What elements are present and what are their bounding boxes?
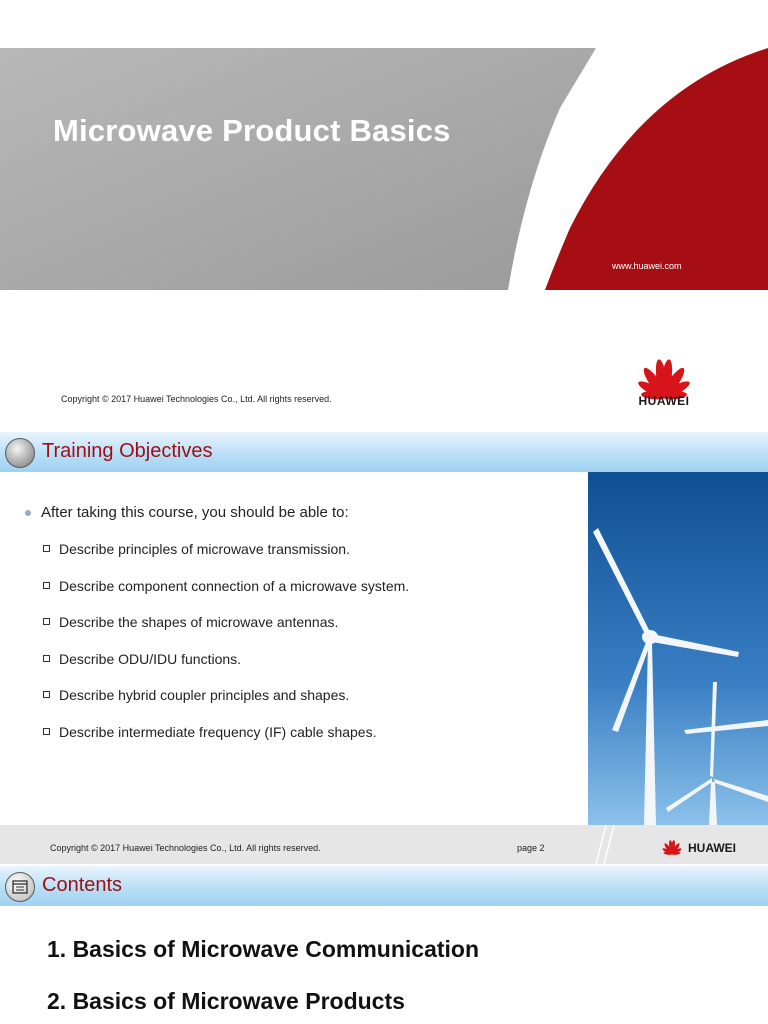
square-bullet-icon <box>43 655 50 662</box>
contents-slide <box>0 864 768 1024</box>
bullet-dot-icon <box>25 510 31 516</box>
title-slide <box>0 0 768 432</box>
pencil-badge-icon <box>5 438 35 468</box>
objectives-slide <box>0 432 768 864</box>
gray-banner-shape <box>0 48 596 290</box>
objective-item: Describe principles of microwave transmission. <box>43 541 350 557</box>
huawei-logo-wordmark: HUAWEI <box>688 841 736 855</box>
intro-text: After taking this course, you should be able to: <box>41 504 349 521</box>
contents-item: 2. Basics of Microwave Products <box>47 988 405 1014</box>
calendar-glyph-icon <box>6 873 34 901</box>
objective-item: Describe component connection of a microwave system. <box>43 578 409 594</box>
title-banner <box>0 48 768 290</box>
square-bullet-icon <box>43 582 50 589</box>
square-bullet-icon <box>43 691 50 698</box>
contents-item: 1. Basics of Microwave Communication <box>47 936 480 962</box>
calendar-badge-icon <box>5 872 35 902</box>
objective-item: Describe intermediate frequency (IF) cable shapes. <box>43 724 376 740</box>
huawei-logo-wordmark: HUAWEI <box>638 394 690 408</box>
huawei-logo-icon <box>658 836 686 858</box>
square-bullet-icon <box>43 618 50 625</box>
website-link[interactable]: www.huawei.com <box>612 261 682 271</box>
footer-divider-lines <box>592 825 616 864</box>
square-bullet-icon <box>43 545 50 552</box>
copyright-text: Copyright © 2017 Huawei Technologies Co., Ltd. All rights reserved. <box>61 394 332 404</box>
page-number: page 2 <box>517 843 545 853</box>
square-bullet-icon <box>43 728 50 735</box>
objective-item: Describe hybrid coupler principles and shapes. <box>43 687 349 703</box>
wind-turbine-photo <box>588 472 768 825</box>
slide-title: Contents <box>42 874 123 896</box>
copyright-text: Copyright © 2017 Huawei Technologies Co., Ltd. All rights reserved. <box>50 843 321 853</box>
presentation-title: Microwave Product Basics <box>53 113 451 148</box>
objective-item: Describe the shapes of microwave antennas. <box>43 614 338 630</box>
red-banner-shape <box>545 48 768 290</box>
slide-title: Training Objectives <box>42 440 213 462</box>
objective-item: Describe ODU/IDU functions. <box>43 651 241 667</box>
